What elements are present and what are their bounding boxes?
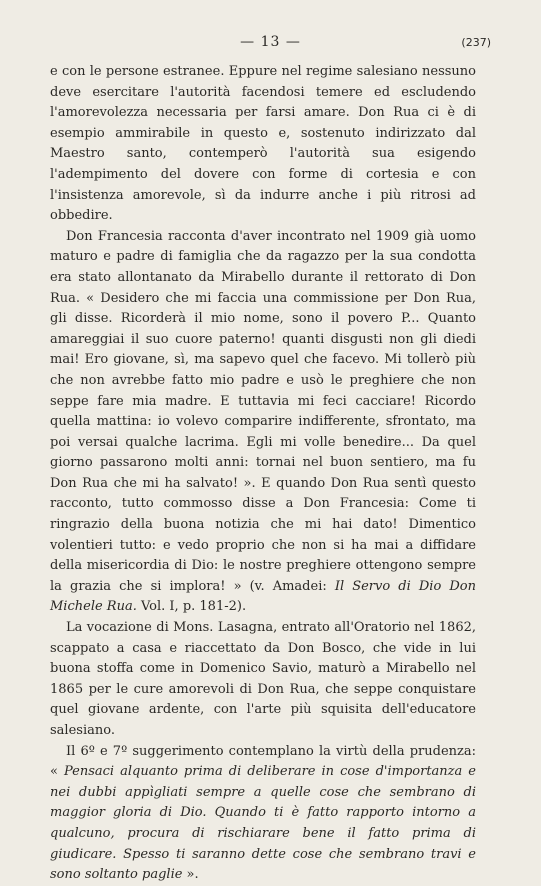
quote-italic: Pensaci alquanto prima di deliberare in cose d'importanza e nei dubbi appìgliati sempre a quelle cose che sembrano di maggior gloria di Dio. Quando ti è fatto rapporto intorno a qualcuno, procura di rischiarare bene il fatto prima di giudicare. Spesso ti saranno dette cose che sembrano travi e sono soltanto paglie [50,764,477,883]
quote-end: ». [182,867,199,883]
page-number: — 13 — [240,34,301,50]
paragraph-1: e con le persone estranee. Eppure nel regime salesiano nessuno deve esercitare l'autorità facendosi temere ed escludendo l'amorevolezza necessaria per farsi amare. Don Rua ci è di esempio ammirabile in questo e, sostenuto indirizzato dal Maestro santo, contemperò l'autorità sua esigendo l'adempimento del dovere con forme di cortesia e con l'insistenza amorevole, sì da indurre anche i più ritrosi ad obbedire. [50,64,476,224]
page-header [0,34,541,54]
paragraph-4-text: Il 6º e 7º suggerimento contemplano la virtù della prudenza: « [50,743,476,780]
citation: Vol. I, p. 181-2). [136,599,247,615]
paragraph-3: La vocazione di Mons. Lasagna, entrato all'Oratorio nel 1862, scappato a casa e riaccettato da Don Bosco, che vide in lui buona stoffa come in Domenico Savio, maturò a Mirabello nel 1865 per le cure amorevoli di Don Rua, che seppe conquistare quel giovane ardente, con l'arte più squisita dell'educatore salesiano. [50,620,476,738]
paragraph-2-text: Don Francesia racconta d'aver incontrato nel 1909 già uomo maturo e padre di famiglia che da ragazzo per la sua condotta era stato allontanato da Mirabello durante il rettorato di Don Rua. « Desidero che mi faccia una commissione per Don Rua, gli disse. Ricorderà il mio nome, sono il povero P... Quanto amareggiai il suo cuore paterno! quanti disgusti non gli diedi mai! Ero giovane, sì, ma sapevo quel che facevo. Mi tollerò più che non avrebbe fatto mio padre e usò le preghiere che non seppe fare mia madre. E tuttavia mi feci cacciare! Ricordo quella mattina: io volevo comparire indifferente, sfrontato, ma poi versai qualche lacrima. Egli mi volle benedire... Da quel giorno passarono molti anni: tornai nel buon sentiero, ma fu Don Rua che mi ha salvato! ». E quando Don Rua sentì questo racconto, tutto commosso disse a Don Francesia: Come ti ringrazio della buona notizia che mi hai dato! Dimentico volentieri tutto: e vedo proprio che non si ha mai a diffidare della misericordia di Dio: le nostre preghiere ottengono sempre la grazia che si implora! » (v. Amadei: [50,228,476,594]
paragraph-2 [50,227,476,618]
body-text [50,62,476,886]
paragraph-4 [50,742,476,886]
book-title: Il Servo di Dio Don Michele Rua. [50,578,476,615]
folio-number: (237) [461,36,491,49]
